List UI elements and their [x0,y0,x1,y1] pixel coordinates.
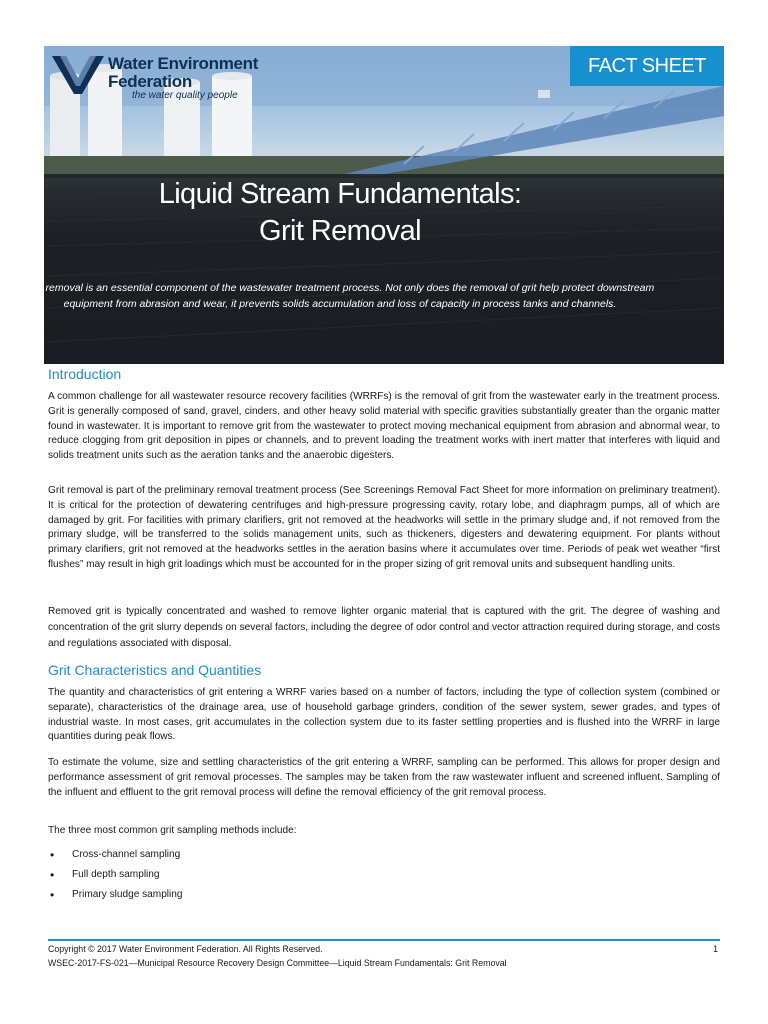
document-summary: Grit removal is an essential component of the wastewater treatment process. Not only does the removal of grit help protect downstream equipment from abrasion and wear, it prevents solids accumulation and loss of capacity in process tanks and channels. [25,282,655,310]
section-heading-introduction: Introduction [48,366,122,382]
org-tagline: the water quality people [132,90,238,101]
footer-divider [48,939,720,941]
wef-logo-mark-icon [52,54,104,94]
intro-paragraph-2: Grit removal is part of the preliminary removal treatment process (See Screenings Removal Fact Sheet for more information on preliminary treatment). It is critical for the protection of dewatering centrifuges and high-pressure progressing cavity, rotary lobe, and diaphragm pumps, all of which are damaged by grit. For facilities with primary clarifiers, grit not removed at the headworks will settle in the primary sludge and, if not removed from the primary sludge, will be transferred to the solids management units, such as thickeners, digesters and dewatering equipment. For plants without primary clarifiers, grit not removed at the headworks settles in the aeration basins where it accumulates over time. Periods of peak wet weather “first flushes” may result in high grit loadings which must be accounted for in the proper sizing of grit removal units and subsequent handling units. [48,485,720,570]
footer-copyright: Copyright © 2017 Water Environment Federation. All Rights Reserved. [48,944,323,954]
page-number: 1 [713,944,718,954]
list-item: • Full depth sampling [48,868,183,888]
list-item: • Cross-channel sampling [48,848,183,868]
intro-paragraph-1: A common challenge for all wastewater resource recovery facilities (WRRFs) is the removal of grit from the wastewater early in the treatment process. Grit is generally composed of sand, gravel, cinders, and other heavy solid material with specific gravities substantially greater than the organic matter found in wastewater. It is important to remove grit from the wastewater to protect moving mechanical equipment from abrasion and abnormal wear, to reduce clogging from grit deposition in pipes or channels, and to prevent loading the treatment works with inert matter that interferes with liquid and solids treatment units such as the aeration tanks and the anaerobic digesters. [48,391,720,462]
list-item: • Primary sludge sampling [48,888,183,908]
footer-reference: WSEC-2017-FS-021—Municipal Resource Recovery Design Committee—Liquid Stream Fundamentals: Grit Removal [48,958,507,968]
org-name-line2: Federation [108,72,192,91]
grit-paragraph-2: To estimate the volume, size and settling characteristics of the grit entering a WRRF, sampling can be performed. This allows for proper design and performance assessment of grit removal processes. The samples may be taken from the raw wastewater influent and screened influent. Sampling of the influent and effluent to the grit removal process will define the removal efficiency of the grit removal process. [48,757,720,798]
wef-logo [52,52,282,108]
sampling-methods-list [48,848,183,908]
grit-paragraph-1: The quantity and characteristics of grit entering a WRRF varies based on a number of factors, including the type of collection system (combined or separate), characteristics of the drainage area, use of household garbage grinders, condition of the sewer system, sewer grades, and types of industrial waste. In most cases, grit accumulates in the collection system due to its faster settling properties and is flushed into the WRRF in large quantities during peak flows. [48,687,720,743]
document-title-line1: Liquid Stream Fundamentals: [158,178,522,210]
org-name-line1: Water Environment [108,54,259,73]
document-title-line2: Grit Removal [259,215,421,247]
grit-paragraph-3: The three most common grit sampling methods include: [48,825,297,836]
intro-paragraph-3: Removed grit is typically concentrated and washed to remove lighter organic material that is captured with the grit. The degree of washing and concentration of the grit slurry depends on several factors, including the degree of odor control and vector attraction required during storage, and costs and regulations associated with disposal. [48,606,720,649]
section-heading-grit-characteristics: Grit Characteristics and Quantities [48,662,262,678]
fact-sheet-badge: FACT SHEET [570,46,724,86]
